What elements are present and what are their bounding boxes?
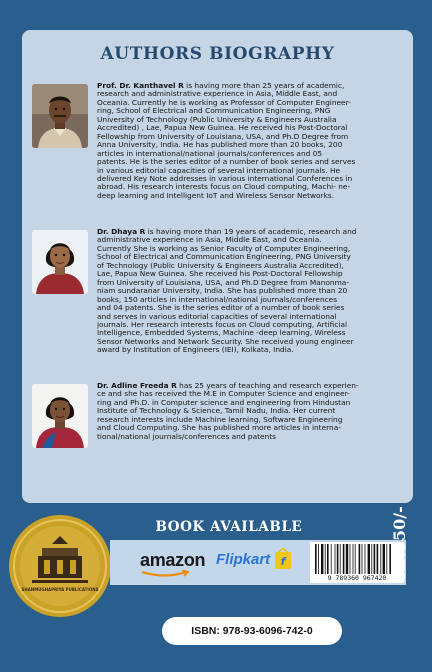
barcode-bar [371,544,372,574]
bio-line: research and administrative experience in Asia, Middle East, and [97,89,338,99]
bio-line: and 04 patents. She is the series editor of a number of book series [97,303,345,313]
bio-line: administrative experience in Asia, Middle East, and Oceania. [97,235,322,245]
bio-line: ce and she has received the M.E in Computer Science and engineer- [97,389,350,399]
flipkart-logo[interactable]: Flipkart [216,551,271,568]
bio-line: research interests include Machine learning, Software Engineering [97,414,343,424]
bio-line: Anna University, India. He has published more than 20 books, 200 [97,140,343,150]
barcode-bar [343,544,345,574]
bio-line: University of Technology (Public University & Engineers Australia [97,114,337,124]
store-strip [110,540,406,585]
barcode-bar [337,544,339,574]
barcode-bar [368,544,370,574]
biography-panel [22,30,413,503]
bio-line: Accredited) , Lae, Papua New Guinea. He received his Post-Doctoral [97,123,348,133]
bio-line: and serves in various editorial capacities of several international [97,311,337,321]
barcode-bar [353,544,354,574]
book-available-heading: BOOK AVAILABLE [155,519,303,535]
isbn-label: ISBN: 978-93-6096-742-0 [162,617,342,645]
author-name: Dr. Adline Freeda R [97,381,177,390]
bio-line: Oceania. Currently he is working as Professor of Computer Engineer- [97,97,351,107]
author-bio [97,228,407,355]
bio-line: deep learning and Intelligent IoT and Wireless Sensor Networks. [97,190,335,200]
barcode-bar [315,544,317,574]
bio-line: is having more than 19 years of academic, research and [145,227,357,236]
bio-line: award by Institution of Engineers (IEI), Kolkata, India. [97,345,294,355]
bio-line: School of Electrical and Communication Engineering, PNG University [97,252,351,262]
author-bio [97,82,407,200]
seal-text: SHANMUGHAPRIYA PUBLICATIONS [21,587,99,592]
bio-line: articles in international/national journals/conferences and 05 [97,148,323,158]
author-photo-image [32,230,88,294]
author-name: Prof. Dr. Kanthavel R [97,81,184,90]
bio-line: books, 150 articles in international/national journals/conferences [97,294,338,304]
barcode-bars [313,544,401,574]
amazon-smile-icon [140,570,190,578]
author-photo-image [32,384,88,448]
bio-line: ring, School of Electrical and Communication Engineering, PNG [97,106,331,116]
barcode-bar [340,544,341,574]
bio-line: ring and Ph.D. in Computer science and engineering from Hindustan [97,397,351,407]
barcode-bar [346,544,348,574]
barcode-bar [355,544,356,574]
barcode-bar [377,544,379,574]
barcode-bar [335,544,336,574]
flipkart-bag-icon [273,546,293,570]
bio-line: is having more than 25 years of academic, [183,81,345,90]
barcode-bar [350,544,351,574]
barcode-bar [374,544,376,574]
bio-line: Institute of Technology & Science, Tamil Nadu, India. Her current [97,406,336,416]
amazon-logo[interactable]: amazon [140,550,206,570]
barcode-number: 9 789360 967420 [327,574,387,582]
bio-line: abroad. His research interests focus on Cloud computing, Machi- ne- [97,182,351,192]
bio-line: Lae, Papua New Guinea. She received his Post-Doctoral Fellowship [97,269,343,279]
bio-line: has 25 years of teaching and research experien- [176,381,359,390]
bio-line: Sensor Networks and Network Security. She received young engineer [97,336,354,346]
barcode-bar [325,544,326,574]
bio-line: and Cloud Computing. She has published more articles in interna- [97,423,341,433]
barcode-bar [380,544,381,574]
bio-line: tional/national journals/conferences and patents [97,431,276,441]
bio-line: of Technology (Public University & Engineers Australia Accredited), [97,260,344,270]
barcode-bar [365,544,366,574]
barcode-bar [359,544,361,574]
author-bio [97,382,407,441]
bio-line: Currently She is working as Senior Faculty of Computer Engineering, [97,243,351,253]
section-title: AUTHORS BIOGRAPHY [100,44,335,64]
price-label: Rs.350/- [390,506,409,580]
bio-line: journals. Her research interests focus on Cloud computing, Artificial [97,319,348,329]
bio-line: patents. He is the series editor of a number of book series and serves [97,157,356,167]
barcode-bar [321,544,323,574]
barcode-bar [362,544,363,574]
barcode-bar [383,544,385,574]
barcode-bar [331,544,332,574]
author-photo [32,384,88,448]
author-photo [32,230,88,294]
bio-line: from University of Louisiana, USA, and Ph.D Degree from Manonma- [97,277,350,287]
bio-line: niam sundaranar University, India. She has published more than 20 [97,286,348,296]
barcode-bar [386,544,387,574]
svg-text:f: f [280,555,286,568]
author-photo-image [32,84,88,148]
author-name: Dr. Dhaya R [97,227,146,236]
barcode-bar [318,544,319,574]
barcode-bar [327,544,329,574]
bio-line: delivered Key Note addresses in various international Conferences in [97,173,353,183]
author-photo [32,84,88,148]
bio-line: Intelligence, Embedded Systems, Machine -deep learning, Wireless [97,328,346,338]
bio-line: Fellowship from University of Louisiana, USA, and Ph.D Degree from [97,131,349,141]
bio-line: in various editorial capacities of several international journals. He [97,165,341,175]
